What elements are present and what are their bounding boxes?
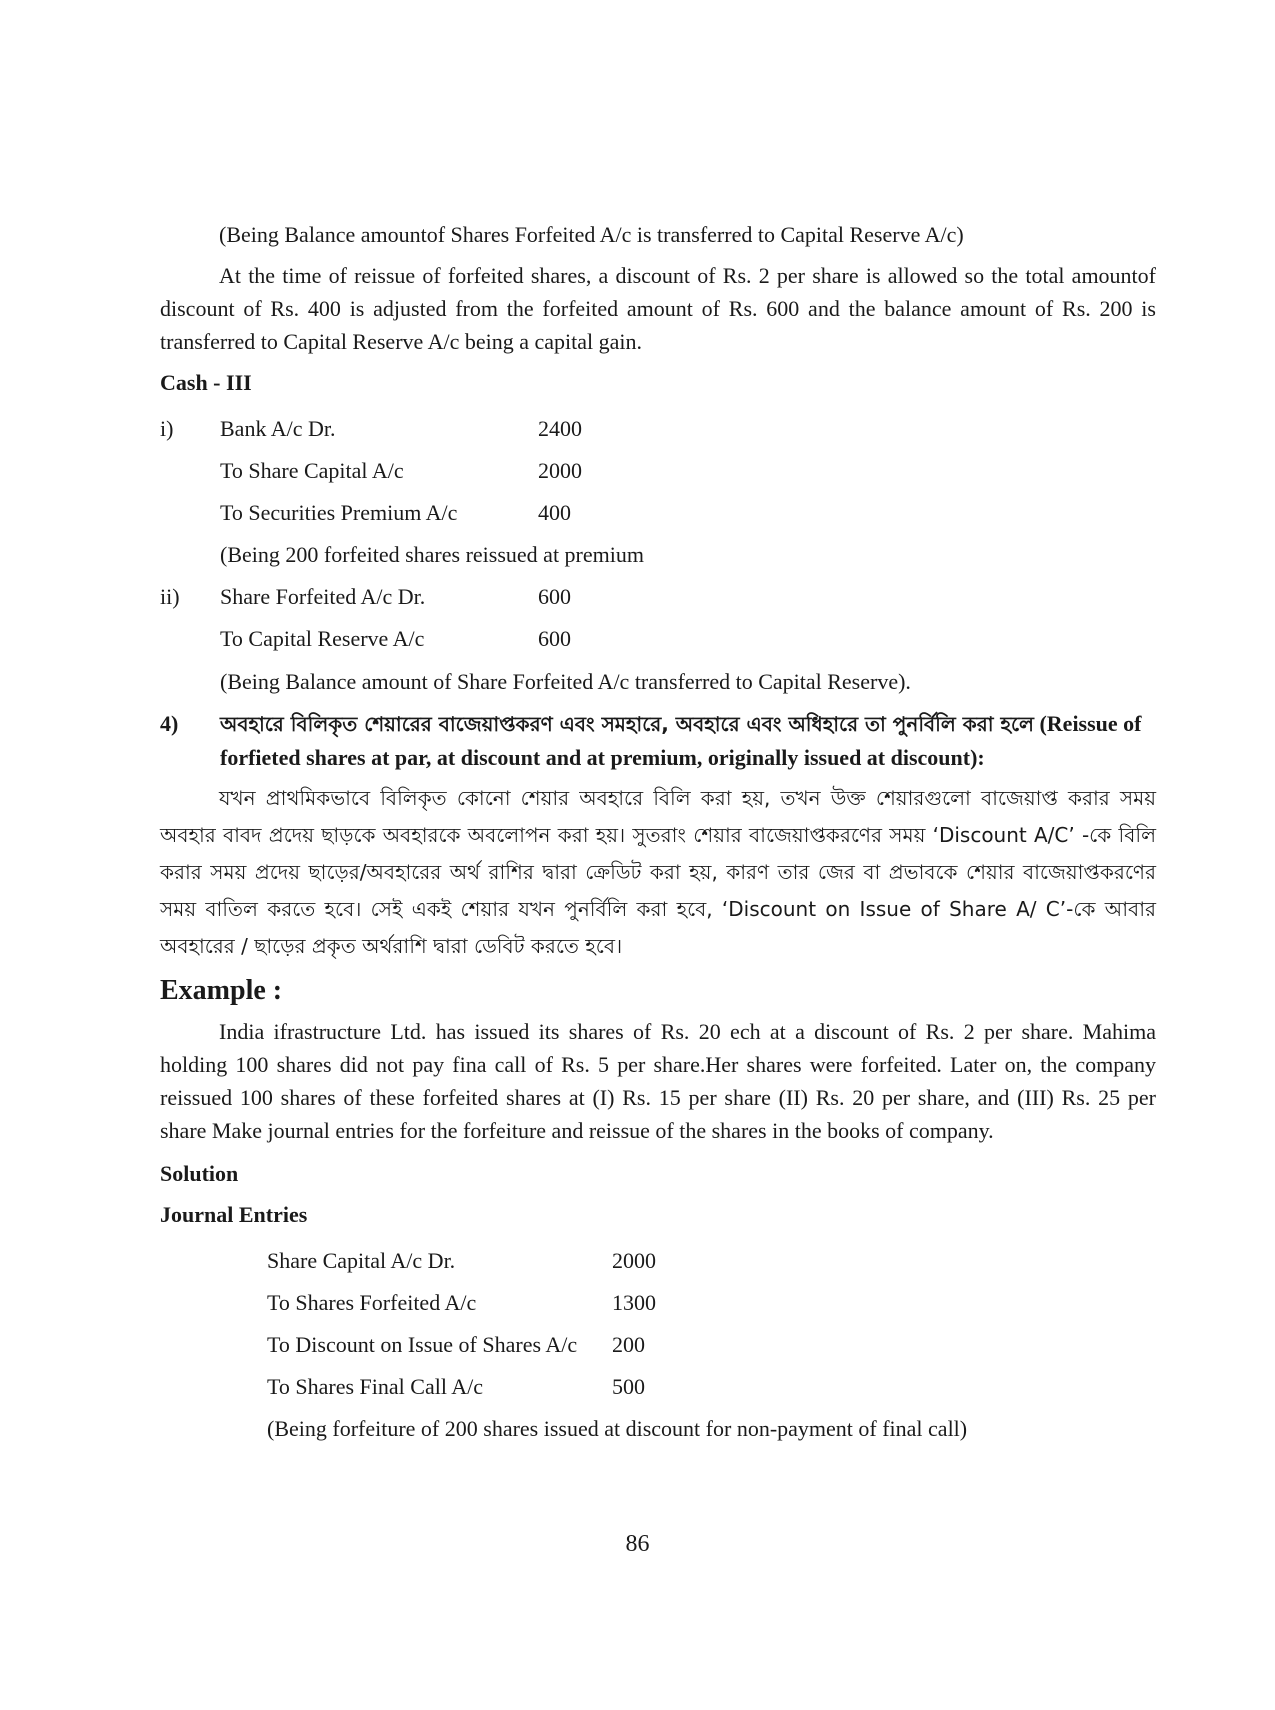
entry-label: Share Forfeited A/c Dr. <box>220 583 426 609</box>
solution-title: Solution <box>160 1161 239 1186</box>
journal-row <box>160 449 1156 491</box>
example-paragraph: India ifrastructure Ltd. has issued its shares of Rs. 20 ech at a discount of Rs. 2 per share. Mahima holding 100 shares did not pay fina call of Rs. 5 per share.Her shares were forfeited. Later on, the company reissued 100 shares of these forfeited shares at (I) Rs. 15 per share (II) Rs. 20 per share, and (III) Rs. 25 per share Make journal entries for the forfeiture and reissue of the shares in the books of company. <box>160 1019 1156 1143</box>
entry-label: To Securities Premium A/c <box>220 499 458 525</box>
journal-row <box>160 407 1156 449</box>
section-4-paragraph: যখন প্রাথমিকভাবে বিলিকৃত কোনো শেয়ার অবহারে বিলি করা হয়, তখন উক্ত শেয়ারগুলো বাজেয়াপ্ত করার সময় অবহার বাবদ প্রদেয় ছাড়কে অবহারকে অবলোপন করা হয়। সুতরাং শেয়ার বাজেয়াপ্তকরণের সময় ‘Discount A/C’ -কে বিলি করার সময় প্রদেয় ছাড়ের/অবহারের অর্থ রাশির দ্বারা ক্রেডিট করা হয়, কারণ তার জের বা প্রভাবকে শেয়ার বাজেয়াপ্তকরণের সময় বাতিল করতে হবে। সেই একই শেয়ার যখন পুনর্বিলি করা হবে, ‘Discount on Issue of Share A/ C’-কে আবার অবহারের / ছাড়ের প্রকৃত অর্থরাশি দ্বারা ডেবিট করতে হবে। <box>160 786 1156 958</box>
entry-amount: 600 <box>538 583 571 609</box>
page-content <box>160 218 1156 1449</box>
entry-amount: 400 <box>538 499 571 525</box>
journal-row <box>160 491 1156 533</box>
entry-label: To Capital Reserve A/c <box>220 625 425 651</box>
cash-iii-entries <box>160 407 1156 703</box>
entry-number: i) <box>160 415 174 441</box>
entry-label: To Share Capital A/c <box>220 457 404 483</box>
entry-number: ii) <box>160 583 180 609</box>
journal-row <box>160 617 1156 659</box>
solution-entries <box>160 1239 1156 1449</box>
journal-row <box>160 1365 1156 1407</box>
entry-narration: (Being forfeiture of 200 shares issued at discount for non-payment of final call) <box>267 1415 968 1441</box>
section-heading-english: (Reissue of forfieted shares at par, at discount and at premium, originally issued at discount): <box>220 711 1142 770</box>
entry-label: Share Capital A/c Dr. <box>267 1247 456 1273</box>
journal-row <box>160 1281 1156 1323</box>
entry-amount: 2000 <box>538 457 582 483</box>
example-title: Example : <box>160 975 283 1006</box>
section-4-heading <box>160 707 1156 774</box>
entry-narration: (Being 200 forfeited shares reissued at premium <box>220 541 644 567</box>
journal-row <box>160 575 1156 617</box>
entry-amount: 200 <box>612 1331 645 1357</box>
entry-narration: (Being Balance amount of Share Forfeited A/c transferred to Capital Reserve). <box>220 668 911 694</box>
entry-amount: 500 <box>612 1373 645 1399</box>
section-heading-text <box>220 707 1156 774</box>
cash-iii-title: Cash - III <box>160 370 252 395</box>
journal-entries-title: Journal Entries <box>160 1202 308 1227</box>
entry-amount: 2000 <box>612 1247 656 1273</box>
journal-row <box>160 1323 1156 1365</box>
entry-amount: 2400 <box>538 415 582 441</box>
entry-amount: 600 <box>538 625 571 651</box>
intro-note: (Being Balance amountof Shares Forfeited A/c is transferred to Capital Reserve A/c) <box>219 222 964 247</box>
entry-label: Bank A/c Dr. <box>220 415 336 441</box>
page-number: 86 <box>625 1531 650 1557</box>
section-heading-bengali: অবহারে বিলিকৃত শেয়ারের বাজেয়াপ্তকরণ এবং সমহারে, অবহারে এবং অধিহারে তা পুনর্বিলি করা হলে <box>220 712 1034 736</box>
entry-amount: 1300 <box>612 1289 656 1315</box>
entry-label: To Shares Final Call A/c <box>267 1373 483 1399</box>
entry-label: To Discount on Issue of Shares A/c <box>267 1331 578 1357</box>
intro-paragraph: At the time of reissue of forfeited shares, a discount of Rs. 2 per share is allowed so the total amountof discount of Rs. 400 is adjusted from the forfeited amount of Rs. 600 and the balance amount of Rs. 200 is transferred to Capital Reserve A/c being a capital gain. <box>160 263 1156 354</box>
section-number: 4) <box>160 711 179 736</box>
entry-label: To Shares Forfeited A/c <box>267 1289 477 1315</box>
journal-row <box>160 1239 1156 1281</box>
